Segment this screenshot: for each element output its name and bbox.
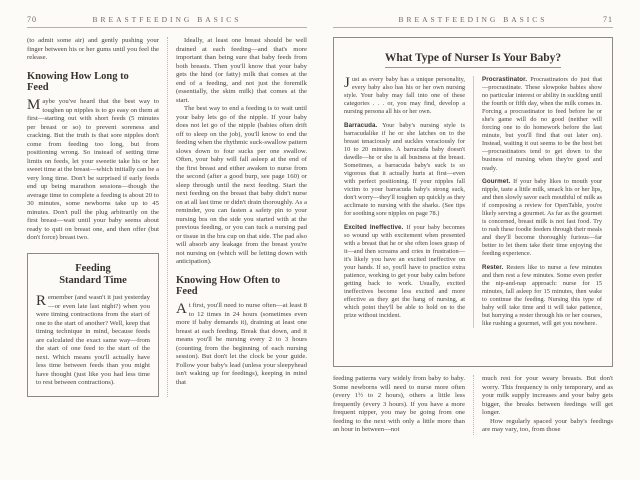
- right-page-columns: [333, 375, 613, 435]
- nurser-type-entry: [344, 224, 465, 321]
- paragraph: much rest for your weary breasts. But don't worry. This frequency is only temporary, and as your milk supply increases and your baby gets bigger, the breaks between feedings will get longer.: [482, 375, 613, 416]
- sidebar-title: Feeding Standard Time: [59, 262, 127, 286]
- right-column-2: [473, 375, 613, 435]
- paragraph-text: ust as every baby has a unique personality, every baby also has his or her own nursing style. Your baby may fall into one of these categories . . . or, you may find, develop a nursing persona all his or her own.: [344, 76, 465, 116]
- drop-cap: R: [36, 293, 47, 310]
- paragraph-text: If your baby becomes so wound up with excitement when presented with a breast that he or she often loses grasp of it—and then screams and cries in frustration—it's likely you have an excited ineffective on your hands. If so, you'll have to practice extra patience, working to get your baby calm before getting back to work. Usually, excited ineffectives become less excited and more effective as they get the hang of nursing, at which point they'll be able to hold on to the prize without incident.: [344, 223, 466, 320]
- section-heading: Knowing How Long to Feed: [27, 70, 129, 94]
- drop-cap: M: [27, 97, 41, 113]
- nurser-type-entry: [482, 178, 602, 258]
- paragraph-text: If your baby likes to mouth your nipple, taste a little milk, smack his or her lips, and then slowly savor each mouthful of milk as if composing a review for OpenTable, you're likely serving a gourmet. As far as the gourmet is concerned, breast milk is not fast food. Try to rush these foodie feeders through their meals and they'll become thoroughly furious—far better to let them take their time enjoying the feeding experience.: [482, 178, 602, 258]
- drop-cap: J: [344, 75, 350, 91]
- paragraph-text: Your baby's nursing style is barracudalike if he or she latches on to the breast tenaciously and suckles voraciously for 10 to 20 minutes. A barracuda baby doesn't dawdle—he or she is all business at the breast. Sometimes, a barracuda baby's suck is so vigorous that it actually hurts at first—even with perfect positioning. If your nipples fall victim to your barracuda baby's strong suck, don't worry—they'll toughen up quickly as they acclimate to nursing with the sharks. (See tips for soothing sore nipples on page 78.): [344, 121, 466, 218]
- left-page-columns: [27, 37, 307, 397]
- running-head-title: BREASTFEEDING BASICS: [398, 15, 548, 24]
- nurser-type-entry: [344, 122, 465, 219]
- nurser-type-term: Gourmet.: [482, 178, 511, 186]
- box-column-1: [344, 76, 473, 328]
- paragraph: Ideally, at least one breast should be well drained at each feeding—and that's more important than being sure that baby feeds from both breasts. Then you'll know that your baby gets the hind (or fatty) milk that comes at the end of a feeding, and not just the foremilk (essentially, the skim milk) that comes at the start.: [176, 37, 307, 104]
- paragraph-text: Resters like to nurse a few minutes and then rest a few minutes. Some even prefer the nip-and-nap approach: nurse for 15 minutes, fall asleep for 15 minutes, then wake to continue the feeding. Nursing this type of baby will take time and it will take patience, but hurrying a rester through his or her courses, like rushing a gourmet, will get you nowhere.: [482, 264, 602, 328]
- feature-box-title: [344, 48, 602, 68]
- box-column-2: [473, 76, 602, 328]
- running-head-title: BREASTFEEDING BASICS: [92, 15, 242, 24]
- paragraph: [36, 294, 150, 388]
- right-column-1: [333, 375, 473, 435]
- nurser-type-entry: [482, 264, 602, 328]
- section-heading: Knowing How Often to Feed: [176, 274, 281, 298]
- paragraph: [27, 98, 159, 243]
- feature-box: [333, 37, 613, 367]
- left-column-1: [27, 37, 167, 397]
- feature-box-title-text: What Type of Nurser Is Your Baby?: [385, 52, 561, 68]
- nurser-type-term: Rester.: [482, 264, 504, 272]
- nurser-type-term: Excited Ineffective.: [344, 223, 404, 231]
- drop-cap: A: [176, 301, 187, 317]
- page-number-left: 70: [27, 15, 37, 24]
- paragraph: feeding patterns vary widely from baby to baby. Some newborns will need to nurse more often (every 1½ to 2 hours), others a little less frequently (every 3 hours). If you have a more frequent nipper, you may be going from one feeding to the next with only a little more than an hour in between—not: [333, 375, 465, 433]
- sidebar-box: [27, 253, 159, 397]
- page-right: [320, 0, 640, 480]
- nurser-type-entry: [482, 76, 602, 173]
- paragraph-text: t first, you'll need to nurse often—at least 8 to 12 times in 24 hours (sometimes even more if baby demands it), draining at least one breast at each feeding. Break that down, and it means you'll be nursing every 2 to 3 hours (counting from the beginning of each nursing session). But don't let the clock be your guide. Follow your baby's lead (unless your sleepyhead isn't waking up for feedings), keeping in mind that: [176, 302, 307, 386]
- paragraph-text: emember (and wasn't it just yesterday—or even late last night?) when you were timing contractions from the start of one to the start of another? Well, keep that timing technique in mind, because feeds are calculated the exact same way—from the start of one feed to the start of the next. Which means you'll actually have less time between feeds than you might have thought (just like you had less time to rest between contractions).: [36, 294, 150, 387]
- nurser-type-term: Procrastinator.: [482, 76, 528, 83]
- paragraph: [176, 302, 307, 387]
- paragraph: The best way to end a feeding is to wait until your baby lets go of the nipple. If your baby does not let go of the nipple (babies often drift off to sleep on the job), you'll know to end the feeding when the rhythmic suck-swallow pattern slows down to four sucks per one swallow. Often, your baby will fall asleep at the end of the first breast and either awaken to nurse from the second (after a good burp, see page 160) or sleep through until the next feeding. Start the next feeding on the breast that baby didn't nurse on at all last time or didn't drain thoroughly. As a reminder, you can fasten a safety pin to your nursing bra on the side you started with at the previous feeding, or you can tuck a nursing pad or tissue in the bra cup on that side. The pad also will absorb any leakage from the breast you're not nursing on (which will be letting down with anticipation).: [176, 105, 307, 265]
- paragraph: How regularly spaced your baby's feedings are may vary, too, from those: [482, 417, 613, 433]
- paragraph-text: aybe you've heard that the best way to toughen up nipples is to go easy on them at first—starting out with short feeds (5 minutes per breast or so) to prevent soreness and cracking. But the truth is that sore nipples don't come from feeding too long, but from positioning wrong. So instead of setting time limits on feeds, let your sweetie take his or her sweet time at the breast—which initially can be a very long time. Don't be surprised if early feeds end up being marathon sessions—though the average time to complete a feeding is about 20 to 30 minutes, some newborns take up to 45 minutes. Don't pull the plug arbitrarily on the first breast—wait until your baby seems about ready to quit on breast one, and then offer (but don't force) breast two.: [27, 98, 159, 241]
- left-column-2: [167, 37, 307, 397]
- running-head-right: [333, 15, 613, 28]
- paragraph: (to admit some air) and gently pushing your finger between his or her gums until you feel the release.: [27, 37, 159, 61]
- feature-box-columns: [344, 76, 602, 328]
- page-number-right: 71: [603, 15, 613, 24]
- running-head-left: [27, 15, 307, 28]
- paragraph-text: Procrastinators do just that—procrastinate. These slowpoke babies show no particular interest or ability in suckling until the fourth or fifth day, when the milk comes in. Forcing a procrastinator to feed before he or she's game will do no good (neither will forcing one to do homework before the last minute, but you'll find that out later on). Instead, waiting it out seems to be the best bet—procrastinators tend to get down to the business of nursing when they're good and ready.: [482, 76, 602, 172]
- nurser-type-term: Barracuda.: [344, 121, 378, 129]
- paragraph: [344, 76, 465, 116]
